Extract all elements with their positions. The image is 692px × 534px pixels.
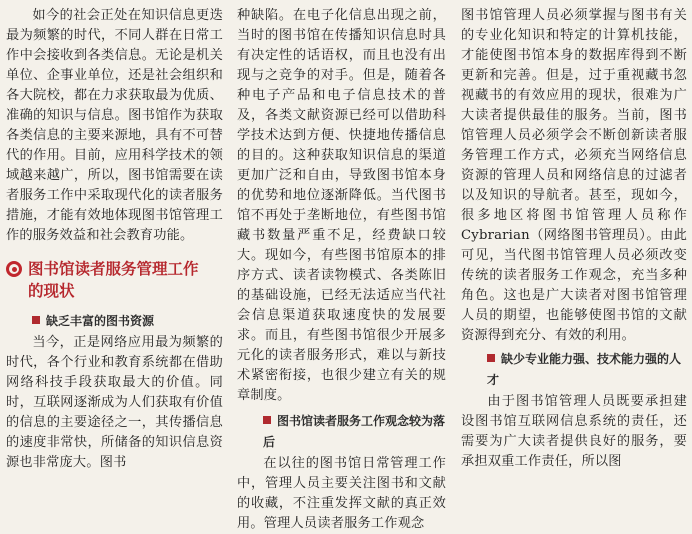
paragraph: 如今的社会正处在知识信息更迭最为频繁的时代，不同人群在日常工作中会接收到各类信息。无论是机关单位、企事业单位，还是社会组织和各大院校，都在力求获取最为优质、准确的知识与信息。图书馆作为获取各类信息的主要来源地，具有不可替代的作用。目前，应用科学技术的领域越来越广，所以，图书馆需要在读者服务工作中采取现代化的读者服务措施，才能有效地体现图书馆管理工作的服务效益和社会教育功能。 — [6, 8, 223, 243]
text-column-3 — [461, 6, 687, 484]
subheading — [237, 410, 446, 452]
square-bullet-icon — [487, 354, 495, 362]
subheading-text: 缺乏丰富的图书资源 — [46, 314, 155, 328]
subheading — [6, 310, 223, 331]
text-column-1 — [6, 6, 223, 484]
paragraph: 种缺陷。在电子化信息出现之前，当时的图书馆在传播知识信息时具有决定性的话语权，而且也没有出现与之竞争的对手。但是，随着各种电子产品和电子信息技术的普及，各类文献资源已经可以借助科学技术达到方便、快捷地传播信息的目的。这种获取知识信息的渠道更加广泛和自由，导致图书馆本身的优势和地位逐渐降低。当代图书馆不再处于垄断地位，有些图书馆藏书数量严重不足，经费缺口较大。现如今，有些图书馆原本的排序方式、读者读物模式、各类陈旧的基础设施，已经无法适应当代社会信息渠道获取速度快的发展要求。而且，有些图书馆很少开展多元化的读者服务形式，难以与新技术紧密衔接，也很少建立有关的规章制度。 — [237, 8, 446, 403]
section-heading — [6, 258, 223, 302]
paragraph: 图书馆管理人员必须掌握与图书有关的专业化知识和特定的计算机技能，才能使图书馆本身的数据库得到不断更新和完善。但是，过于重视藏书忽视藏书的有效应用的现状，很难为广大读者提供最佳的服务。当前，图书馆管理人员必须学会不断创新读者服务管理工作方式，必须充当网络信息资源的管理人员和网络信息的过滤者以及知识的导航者。甚至，现如今，很多地区将图书馆管理人员称作Cybrarian（网络图书管理员）。由此可见，当代图书馆管理人员必须改变传统的读者服务工作观念，充当多种角色。这也是广大读者对图书馆管理人员的期望，也能够使图书馆的文献资源得到充分、有效的利用。 — [461, 8, 687, 343]
paragraph: 在以往的图书馆日常管理工作中，管理人员主要关注图书和文献的收藏，不注重发挥文献的真正效用。管理人员读者服务工作观念 — [237, 456, 446, 531]
section-heading-text-cont: 的现状 — [28, 282, 75, 300]
concentric-circle-icon — [6, 261, 22, 277]
text-column-2 — [237, 6, 446, 531]
square-bullet-icon — [32, 316, 40, 324]
subheading-text: 缺少专业能力强、技术能力强的人才 — [487, 352, 682, 387]
paragraph: 当今，正是网络应用最为频繁的时代，各个行业和教育系统都在借助网络科技手段获取最大的价值。同时，互联网逐渐成为人们获取有价值的信息的主要途径之一，其传播信息的速度非常快，所储备的知识信息资源也非常庞大。图书 — [6, 335, 223, 470]
square-bullet-icon — [263, 416, 271, 424]
paragraph: 由于图书馆管理人员既要承担建设图书馆互联网信息系统的责任，还需要为广大读者提供良好的服务，要承担双重工作责任，所以图 — [461, 394, 687, 469]
subheading — [461, 348, 687, 390]
subheading-text: 图书馆读者服务工作观念较为落后 — [263, 414, 446, 449]
section-heading-text: 图书馆读者服务管理工作 — [28, 260, 199, 278]
